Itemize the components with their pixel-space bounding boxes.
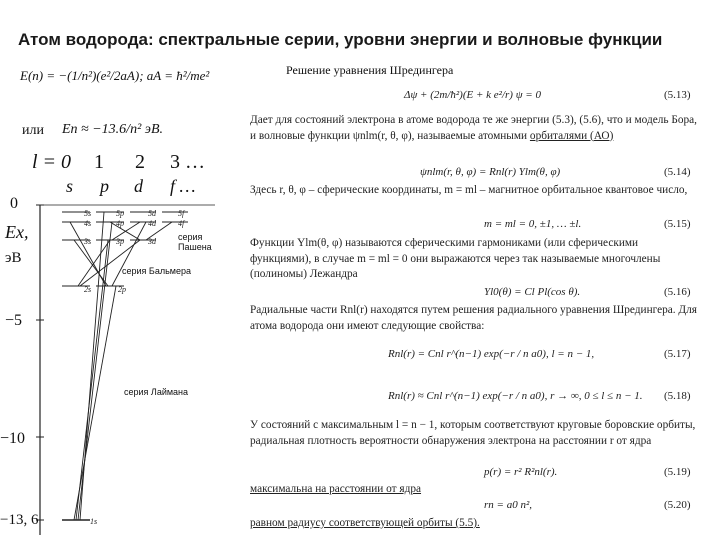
orbital-s: s <box>66 176 74 196</box>
label-2s: 2s <box>84 285 92 294</box>
paragraph-5: У состояний с максимальным l = n − 1, которым соответствуют круговые боровские орбиты, радиальная плотность вероятности обнаружения электрона на расстоянии r от ядра <box>250 419 696 447</box>
paragraph-6: максимальна на расстоянии от ядра <box>250 483 422 495</box>
paragraph-4: Радиальные части Rnl(r) находятся путем решения радиального уравнения Шредингера. Для атома водорода они имеют следующие свойства: <box>250 304 697 332</box>
en-approx-formula: En ≈ −13.6/n² эВ. <box>62 122 163 137</box>
equation-number-5-17: (5.17) <box>664 348 691 360</box>
tick-label-minus10: −10 <box>0 430 26 447</box>
l-value-3: 3 … <box>170 151 205 173</box>
label-1s: 1s <box>90 517 98 526</box>
equation-5-18: Rnl(r) ≈ Cnl r^(n−1) exp(−r / n a0), r → ∞, 0 ≤ l ≤ n − 1. <box>388 390 643 402</box>
paragraph-3: Функции Ylm(θ, φ) называются сферическими гармониками (или сферическими функциями), в случае m = ml = 0 они выражаются через так называемые многочлены (полиномы) Лежандра <box>250 237 661 280</box>
paragraph-7: равном радиусу соответствующей орбиты (5.5). <box>250 517 480 529</box>
equation-5-15: m = ml = 0, ±1, … ±l. <box>484 218 582 230</box>
energy-formula: E(n) = −(1/n²)(e²/2aA); aA = ħ²/me² <box>20 68 210 83</box>
tick-label-minus13: −13, 6 <box>0 512 39 528</box>
label-5f: 5f <box>178 209 185 218</box>
page-title: Атом водорода: спектральные серии, уровни энергии и волновые функции <box>18 30 663 49</box>
orbital-p: p <box>100 176 109 196</box>
label-3p: 3p <box>116 237 124 246</box>
l-value-2: 2 <box>135 151 145 173</box>
equation-5-13: Δψ + (2m/ħ²)(E + k e²/r) ψ = 0 <box>404 89 541 101</box>
label-4f: 4f <box>178 219 185 228</box>
energy-axis-label: Ex, <box>5 222 29 242</box>
equation-5-16: Yl0(θ) = Cl Pl(cos θ). <box>484 286 581 298</box>
label-4p: 4p <box>116 219 124 228</box>
label-3d: 3d <box>148 237 156 246</box>
equation-number-5-14: (5.14) <box>664 166 691 178</box>
l-label: l = 0 <box>32 151 72 173</box>
equation-number-5-18: (5.18) <box>664 390 691 402</box>
label-4s: 4s <box>84 219 92 228</box>
balmer-label: серия Бальмера <box>122 266 191 276</box>
atomic-orbitals-link: орбиталями (АО) <box>529 129 614 142</box>
equation-5-20: rn = a0 n², <box>484 499 533 511</box>
equation-number-5-13: (5.13) <box>664 89 691 101</box>
or-label: или <box>22 123 44 138</box>
paschen-label: серия Пашена <box>178 232 212 252</box>
equation-5-14: ψnlm(r, θ, φ) = Rnl(r) Ylm(θ, φ) <box>420 166 561 178</box>
label-5p: 5p <box>116 209 124 218</box>
orbital-f: f … <box>170 176 196 196</box>
equation-number-5-20: (5.20) <box>664 499 691 511</box>
s-levels <box>62 212 90 520</box>
orbital-d: d <box>134 176 143 196</box>
equation-5-19: p(r) = r² R²nl(r). <box>484 466 558 478</box>
schrodinger-heading: Решение уравнения Шредингера <box>286 63 454 77</box>
l-value-1: 1 <box>94 151 104 173</box>
equation-number-5-16: (5.16) <box>664 286 691 298</box>
equation-number-5-15: (5.15) <box>664 218 691 230</box>
tick-label-0: 0 <box>10 195 18 212</box>
label-2p: 2p <box>118 285 126 294</box>
equation-number-5-19: (5.19) <box>664 466 691 478</box>
label-5d: 5d <box>148 209 156 218</box>
lyman-transitions <box>74 212 116 520</box>
paragraph-1: Дает для состояний электрона в атоме водорода те же энергии (5.3), (5.6), что и модель Бора, и волновые функции ψnlm(r, θ, φ), называемые атомными орбиталями (АО) <box>250 114 697 142</box>
energy-axis-unit: эВ <box>5 250 22 266</box>
tick-label-minus5: −5 <box>5 312 23 329</box>
lyman-label: серия Лаймана <box>124 387 189 397</box>
label-3s: 3s <box>84 237 92 246</box>
paragraph-2: Здесь r, θ, φ – сферические координаты, m = ml – магнитное орбитальное квантовое число, <box>250 184 688 196</box>
equation-5-17: Rnl(r) = Cnl r^(n−1) exp(−r / n a0), l = n − 1, <box>388 348 595 360</box>
label-4d: 4d <box>148 219 156 228</box>
label-5s: 5s <box>84 209 92 218</box>
